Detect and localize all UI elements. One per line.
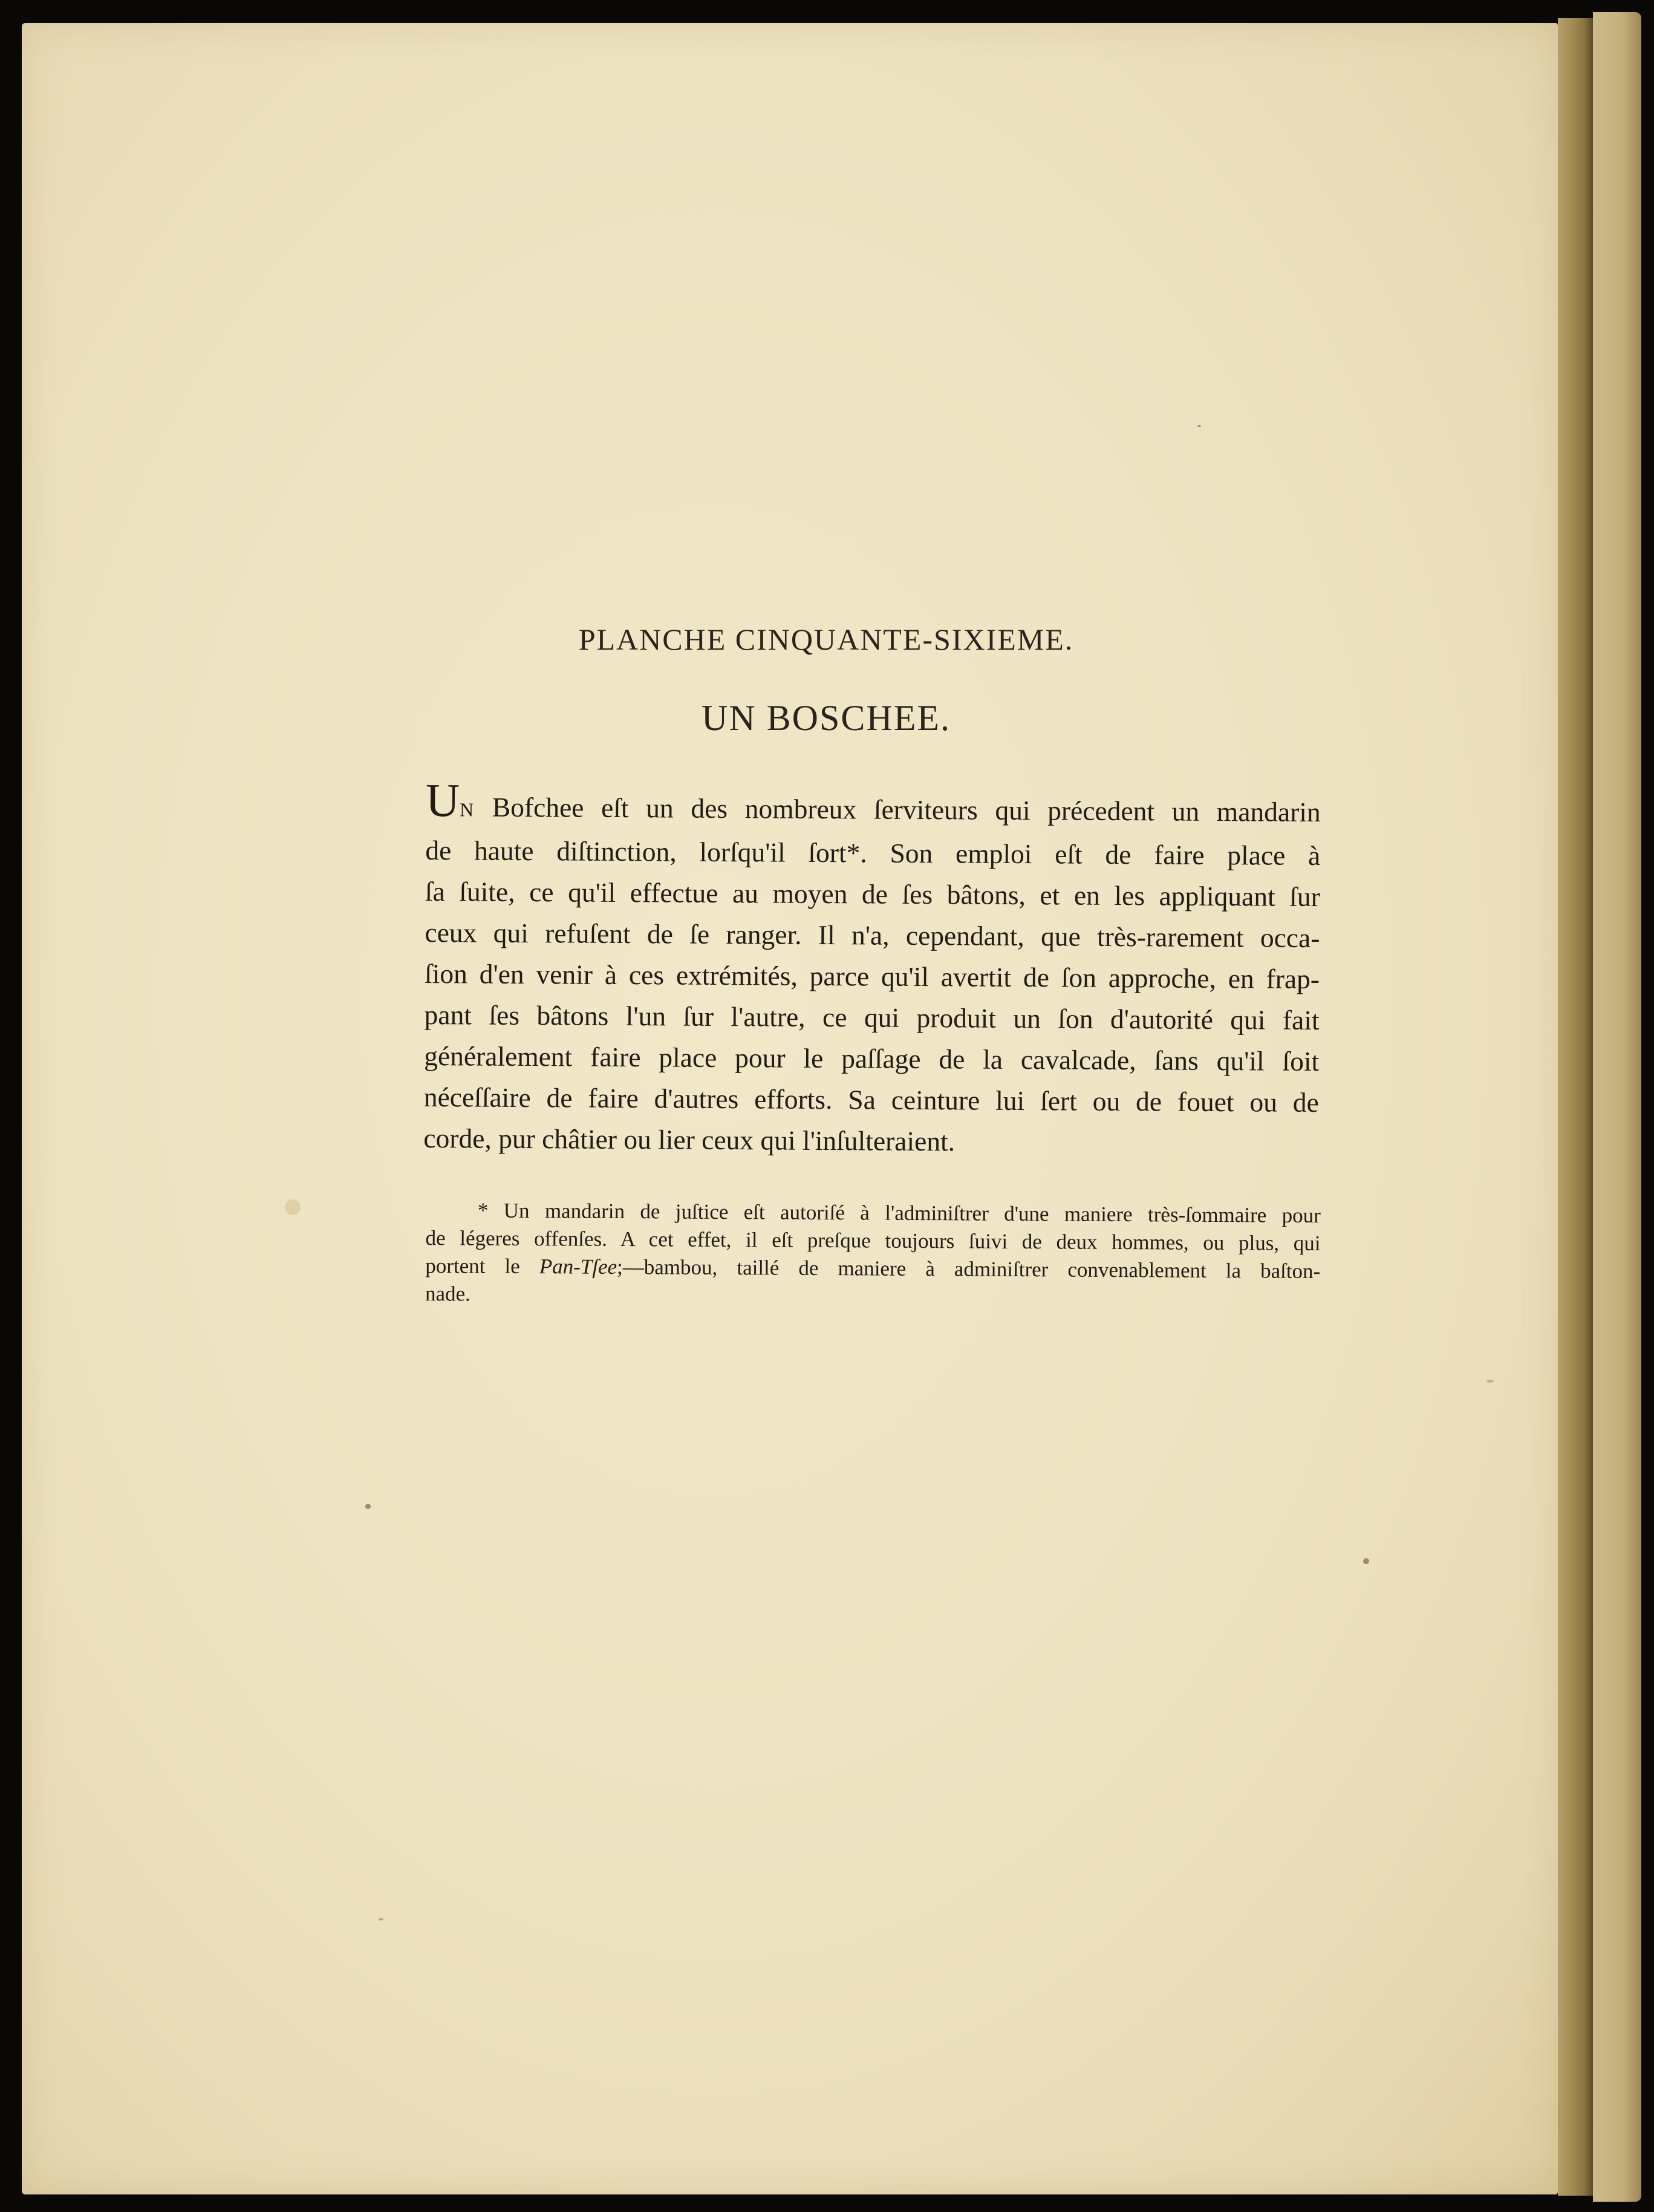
body-line: pant ſes bâtons l'un ſur l'autre, ce qui produit un ſon d'autorité qui fait bbox=[424, 999, 1320, 1036]
footnote-line: portent le Pan-Tſee;—bambou, taillé de maniere à adminiſtrer convenablement la baſton- bbox=[425, 1253, 1321, 1284]
footnote-italic-term: Pan-Tſee bbox=[539, 1254, 617, 1279]
body-line: ceux qui refuſent de ſe ranger. Il n'a, cependant, que très-rarement occa- bbox=[425, 916, 1320, 954]
footnote-line: de légeres offenſes. A cet effet, il eſt preſque toujours ſuivi de deux hommes, ou plus, qui bbox=[425, 1225, 1321, 1256]
body-line: UN Bofchee eſt un des nombreux ſerviteurs qui précedent un mandarin bbox=[425, 774, 1321, 828]
plate-title: PLANCHE CINQUANTE-SIXIEME. bbox=[578, 622, 1074, 656]
footnote bbox=[425, 1196, 1321, 1313]
body-line: néceſſaire de faire d'autres efforts. Sa ceinture lui ſert ou de fouet ou de bbox=[423, 1081, 1319, 1118]
body-line: de haute diſtinction, lorſqu'il ſort*. Son emploi eſt de faire place à bbox=[425, 834, 1321, 872]
body-line: corde, pur châtier ou lier ceux qui l'inſulteraient. bbox=[423, 1122, 956, 1157]
footnote-line: * Un mandarin de juſtice eſt autoriſé à l'adminiſtrer d'une maniere très-ſommaire pour bbox=[477, 1198, 1321, 1228]
paper-spot bbox=[379, 1918, 383, 1920]
body-line: ſion d'en venir à ces extrémités, parce qu'il avertit de ſon approche, en frap- bbox=[424, 958, 1320, 995]
paper-spot bbox=[1363, 1558, 1369, 1564]
book-page bbox=[22, 23, 1558, 2194]
paper-spot bbox=[285, 1199, 301, 1215]
footnote-line: nade. bbox=[425, 1281, 470, 1306]
paper-spot bbox=[1197, 425, 1201, 427]
paper-spot bbox=[1486, 1380, 1494, 1383]
plate-subtitle: UN BOSCHEE. bbox=[701, 698, 951, 738]
paper-spot bbox=[365, 1504, 371, 1509]
drop-capital: U bbox=[425, 774, 460, 827]
body-line: ſa ſuite, ce qu'il effectue au moyen de ſes bâtons, et en les appliquant ſur bbox=[425, 875, 1321, 913]
body-paragraph bbox=[423, 774, 1321, 1164]
body-line: généralement faire place pour le paſſage de la cavalcade, ſans qu'il ſoit bbox=[424, 1040, 1320, 1077]
adjacent-page-edge bbox=[1593, 12, 1641, 2202]
small-capital: N bbox=[459, 798, 475, 821]
page-gutter-shadow bbox=[1558, 18, 1593, 2196]
